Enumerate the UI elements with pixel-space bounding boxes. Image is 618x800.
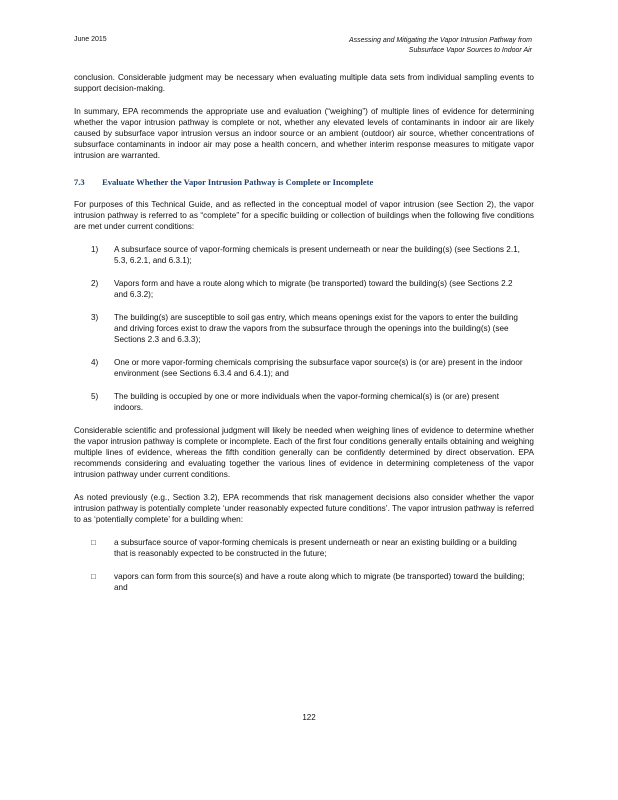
header-title-line1: Assessing and Mitigating the Vapor Intrusion Pathway from <box>348 37 532 44</box>
list-item-text: The building(s) are susceptible to soil gas entry, which means openings exist for the vapors to enter the building and driving forces exist to draw the vapors from the subsurface through the openings into the building(s) (see Sections 2.3 and 6.3.3); <box>114 313 518 344</box>
paragraph: Considerable scientific and professional judgment will likely be needed when weighing lines of evidence to determine whether the vapor intrusion pathway is complete or incomplete. Each of the first four conditions generally entails obtaining and weighing multiple lines of evidence, whereas the fifth condition generally can be confidently determined by direct observation. EPA recommends considering and evaluating together the various lines of evidence in determining completeness of the vapor intrusion pathway under current conditions. <box>74 426 534 479</box>
list-item <box>74 278 534 300</box>
list-item <box>74 571 534 593</box>
paragraph: For purposes of this Technical Guide, and as reflected in the conceptual model of vapor intrusion (see Section 2), the vapor intrusion pathway is referred to as “complete” for a specific building or collection of buildings when the following five conditions are met under current conditions: <box>74 200 534 231</box>
list-marker: 1) <box>91 245 99 254</box>
paragraph: conclusion. Considerable judgment may be necessary when evaluating multiple data sets from individual sampling events to support decision-making. <box>74 73 534 93</box>
header-title-line2: Subsurface Vapor Sources to Indoor Air <box>408 47 532 54</box>
header-title <box>272 36 532 56</box>
bullet-list <box>74 537 534 593</box>
list-item <box>74 244 534 266</box>
page-number: 122 <box>302 713 316 722</box>
checkbox-bullet-icon: □ <box>91 538 96 547</box>
section-number: 7.3 <box>74 177 85 187</box>
list-item-text: Vapors form and have a route along which to migrate (be transported) toward the building(s) (see Sections 2.2 and 6.3.2); <box>114 279 513 299</box>
paragraph: As noted previously (e.g., Section 3.2), EPA recommends that risk management decisions also consider whether the vapor intrusion pathway is potentially complete ‘under reasonably expected future conditions’. The vapor intrusion pathway is referred to as ‘potentially complete’ for a building when: <box>74 493 534 524</box>
document-body <box>74 72 534 605</box>
header-date: June 2015 <box>74 36 107 43</box>
list-marker: 3) <box>91 313 99 322</box>
list-item <box>74 357 534 379</box>
list-item <box>74 312 534 345</box>
list-marker: 5) <box>91 392 99 401</box>
list-item <box>74 391 534 413</box>
list-marker: 4) <box>91 358 99 367</box>
list-item-text: vapors can form from this source(s) and have a route along which to migrate (be transported) toward the building; and <box>114 572 525 592</box>
list-item-text: A subsurface source of vapor-forming chemicals is present underneath or near the building(s) (see Sections 2.1, 5.3, 6.2.1, and 6.3.1); <box>114 245 520 265</box>
conditions-list <box>74 244 534 413</box>
section-title: Evaluate Whether the Vapor Intrusion Pathway is Complete or Incomplete <box>102 177 374 187</box>
section-heading <box>74 177 534 187</box>
list-item-text: The building is occupied by one or more individuals when the vapor-forming chemical(s) is (or are) present indoors. <box>114 392 499 412</box>
list-marker: 2) <box>91 279 99 288</box>
list-item <box>74 537 534 559</box>
paragraph: In summary, EPA recommends the appropriate use and evaluation (“weighing”) of multiple lines of evidence for determining whether the vapor intrusion pathway is complete or not, whether any elevated levels of contaminants in indoor air are likely caused by subsurface vapor intrusion versus an indoor source or an ambient (outdoor) air source, whether concentrations of subsurface contaminants in indoor air may pose a health concern, and whether interim response measures to mitigate vapor intrusion are warranted. <box>74 107 534 160</box>
list-item-text: a subsurface source of vapor-forming chemicals is present underneath or near an existing building or a building that is reasonably expected to be constructed in the future; <box>114 538 517 558</box>
checkbox-bullet-icon: □ <box>91 572 96 581</box>
list-item-text: One or more vapor-forming chemicals comprising the subsurface vapor source(s) is (or are) present in the indoor environment (see Sections 6.3.4 and 6.4.1); and <box>114 358 523 378</box>
